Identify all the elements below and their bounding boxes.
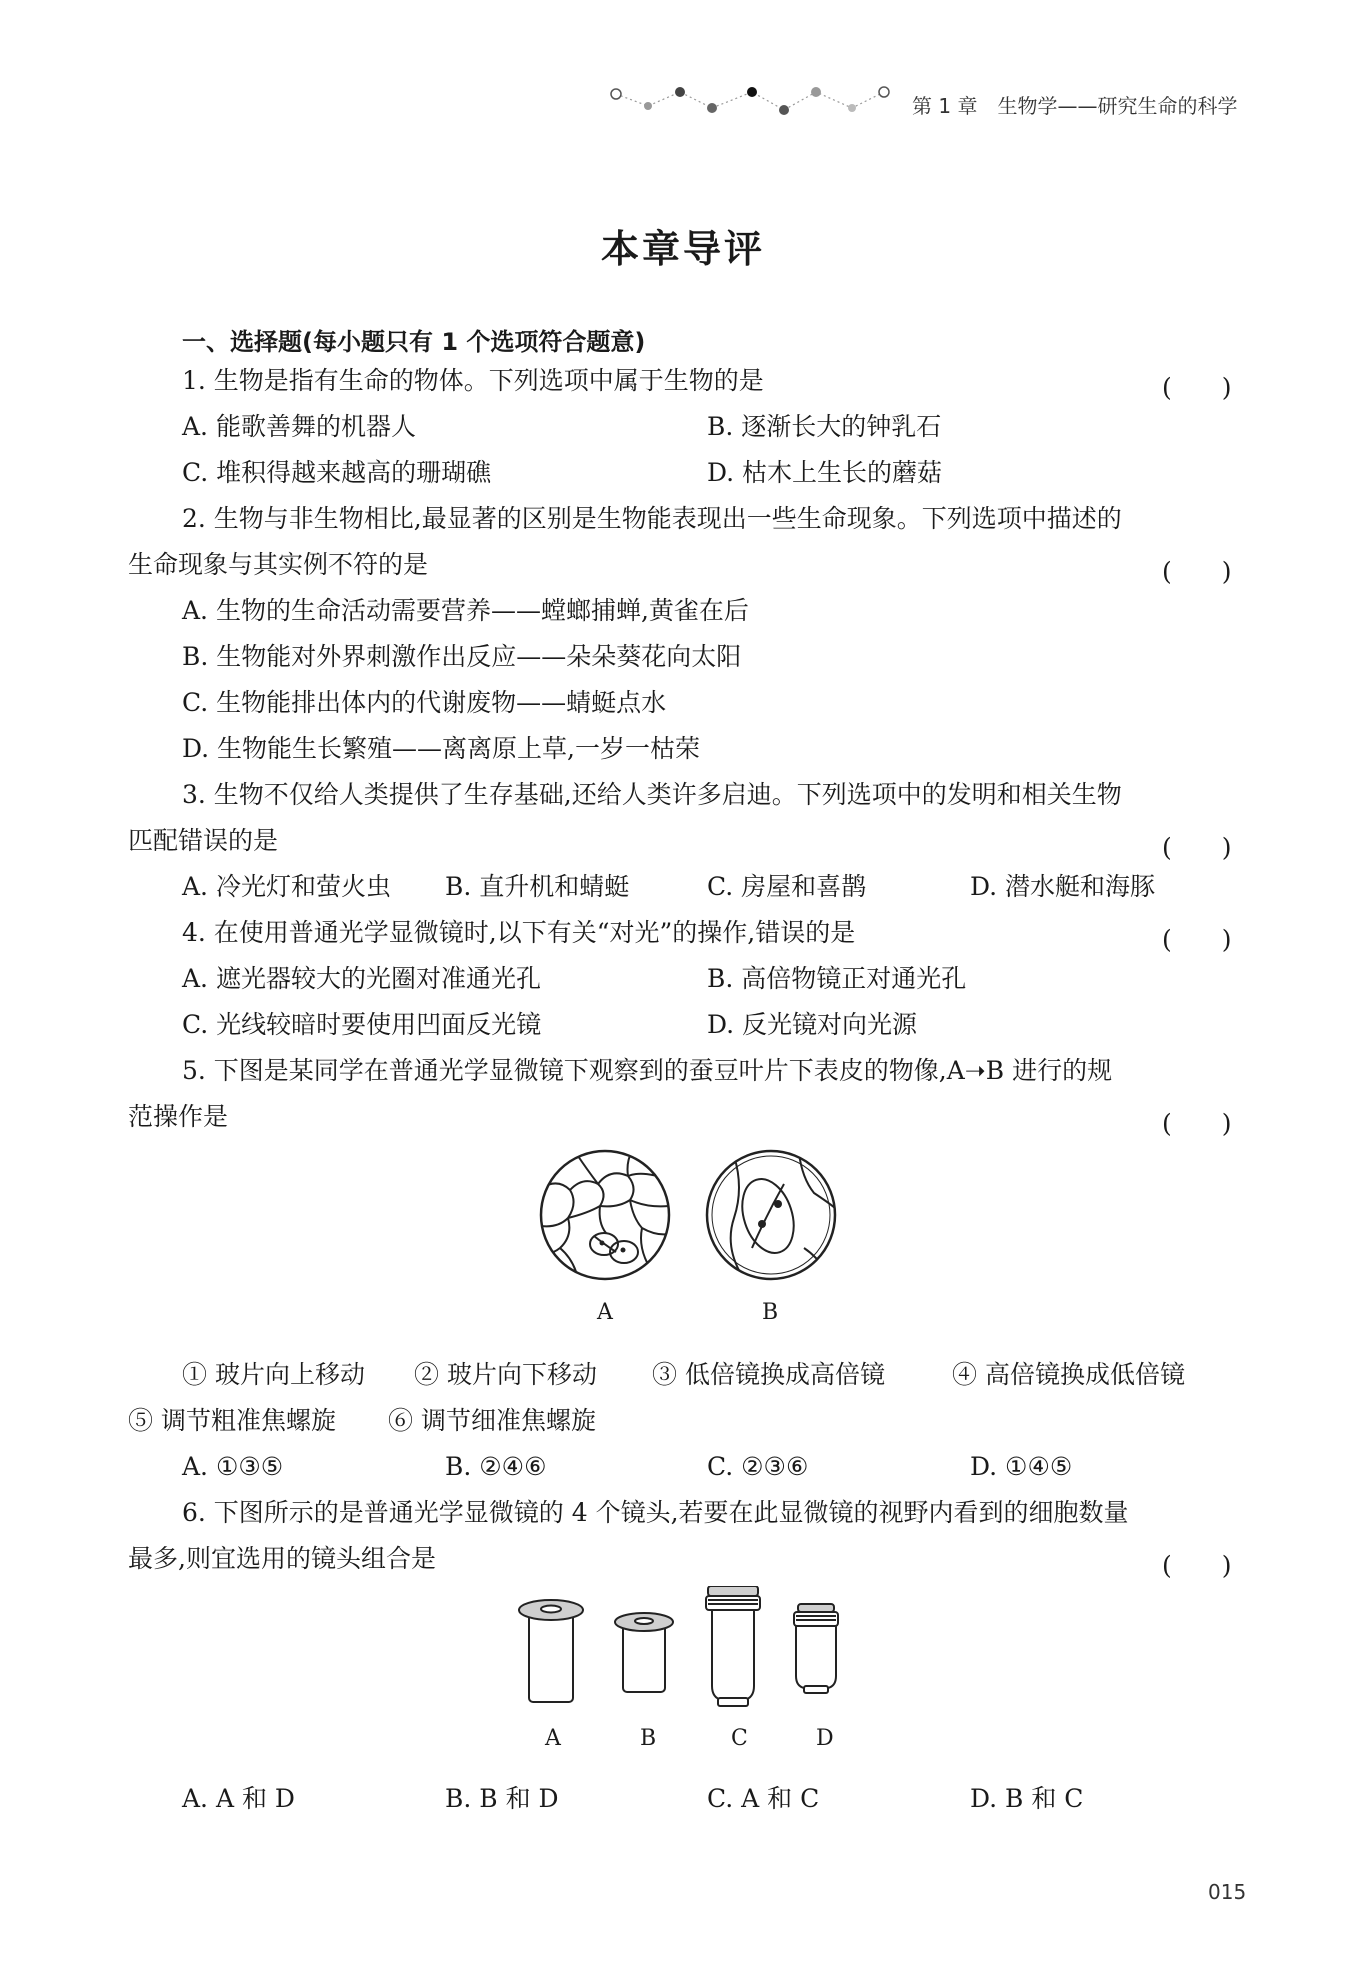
q1-option-c: C. 堆积得越来越高的珊瑚礁 xyxy=(182,458,492,487)
q5-step-1: ① 玻片向上移动 xyxy=(182,1360,365,1389)
q5-step-2: ② 玻片向下移动 xyxy=(414,1360,597,1389)
q2-stem-line2: 生命现象与其实例不符的是 xyxy=(128,550,429,579)
eyepiece-b-icon xyxy=(615,1613,673,1692)
q5-stem-line1: 5. 下图是某同学在普通光学显微镜下观察到的蚕豆叶片下表皮的物像,A➝B 进行的规 xyxy=(182,1056,1113,1085)
q4-answer-blank: ( ) xyxy=(1162,925,1232,954)
q3-stem-line2: 匹配错误的是 xyxy=(128,826,279,855)
q2-answer-blank: ( ) xyxy=(1162,557,1232,586)
q4-option-a: A. 遮光器较大的光圈对准通光孔 xyxy=(182,964,541,993)
q4-option-d: D. 反光镜对向光源 xyxy=(707,1010,918,1039)
q6-option-d: D. B 和 C xyxy=(970,1784,1084,1813)
section-heading: 一、选择题(每小题只有 1 个选项符合题意) xyxy=(182,328,646,356)
q1-option-a: A. 能歌善舞的机器人 xyxy=(182,412,416,441)
q3-option-c: C. 房屋和喜鹊 xyxy=(707,872,867,901)
lens-a-label: A xyxy=(545,1726,561,1751)
q4-option-b: B. 高倍物镜正对通光孔 xyxy=(707,964,967,993)
header-decoration xyxy=(608,82,898,124)
chapter-header: 第 1 章 生物学——研究生命的科学 xyxy=(912,94,1238,118)
q1-answer-blank: ( ) xyxy=(1162,373,1232,402)
q3-stem-line1: 3. 生物不仅给人类提供了生存基础,还给人类许多启迪。下列选项中的发明和相关生物 xyxy=(182,780,1122,809)
lens-set-figure xyxy=(510,1586,870,1716)
q3-option-d: D. 潜水艇和海豚 xyxy=(970,872,1156,901)
q2-option-d: D. 生物能生长繁殖——离离原上草,一岁一枯荣 xyxy=(182,734,700,763)
q6-stem-line1: 6. 下图所示的是普通光学显微镜的 4 个镜头,若要在此显微镜的视野内看到的细胞数量 xyxy=(182,1498,1129,1527)
q5-option-b: B. ②④⑥ xyxy=(445,1452,547,1481)
q3-option-b: B. 直升机和蜻蜓 xyxy=(445,872,630,901)
q1-option-d: D. 枯木上生长的蘑菇 xyxy=(707,458,943,487)
q4-stem: 4. 在使用普通光学显微镜时,以下有关“对光”的操作,错误的是 xyxy=(182,918,856,947)
q5-step-5: ⑤ 调节粗准焦螺旋 xyxy=(128,1406,336,1435)
micrograph-b-label: B xyxy=(762,1300,779,1325)
micrograph-b-figure xyxy=(704,1148,838,1282)
q6-option-b: B. B 和 D xyxy=(445,1784,559,1813)
q1-stem: 1. 生物是指有生命的物体。下列选项中属于生物的是 xyxy=(182,366,764,395)
q6-option-c: C. A 和 C xyxy=(707,1784,820,1813)
q6-answer-blank: ( ) xyxy=(1162,1551,1232,1580)
q2-option-a: A. 生物的生命活动需要营养——螳螂捕蝉,黄雀在后 xyxy=(182,596,749,625)
lens-c-label: C xyxy=(731,1726,748,1751)
objective-c-icon xyxy=(706,1586,760,1706)
q5-option-a: A. ①③⑤ xyxy=(182,1452,284,1481)
q1-option-b: B. 逐渐长大的钟乳石 xyxy=(707,412,942,441)
q6-stem-line2: 最多,则宜选用的镜头组合是 xyxy=(128,1544,436,1573)
q2-stem-line1: 2. 生物与非生物相比,最显著的区别是生物能表现出一些生命现象。下列选项中描述的 xyxy=(182,504,1122,533)
q5-option-c: C. ②③⑥ xyxy=(707,1452,809,1481)
q2-option-c: C. 生物能排出体内的代谢废物——蜻蜓点水 xyxy=(182,688,667,717)
micrograph-a-figure xyxy=(538,1148,672,1282)
q5-option-d: D. ①④⑤ xyxy=(970,1452,1073,1481)
lens-b-label: B xyxy=(640,1726,657,1751)
q3-answer-blank: ( ) xyxy=(1162,833,1232,862)
q5-step-4: ④ 高倍镜换成低倍镜 xyxy=(952,1360,1185,1389)
objective-d-icon xyxy=(794,1604,838,1693)
micrograph-a-label: A xyxy=(597,1300,613,1325)
lens-d-label: D xyxy=(816,1726,834,1751)
q3-option-a: A. 冷光灯和萤火虫 xyxy=(182,872,391,901)
q5-step-6: ⑥ 调节细准焦螺旋 xyxy=(388,1406,596,1435)
q5-stem-line2: 范操作是 xyxy=(128,1102,229,1131)
eyepiece-a-icon xyxy=(519,1600,583,1702)
q6-option-a: A. A 和 D xyxy=(182,1784,295,1813)
page-title: 本章导评 xyxy=(601,227,766,271)
q5-answer-blank: ( ) xyxy=(1162,1109,1232,1138)
q4-option-c: C. 光线较暗时要使用凹面反光镜 xyxy=(182,1010,542,1039)
q5-step-3: ③ 低倍镜换成高倍镜 xyxy=(652,1360,885,1389)
q2-option-b: B. 生物能对外界刺激作出反应——朵朵葵花向太阳 xyxy=(182,642,742,671)
page-number: 015 xyxy=(1208,1880,1247,1904)
